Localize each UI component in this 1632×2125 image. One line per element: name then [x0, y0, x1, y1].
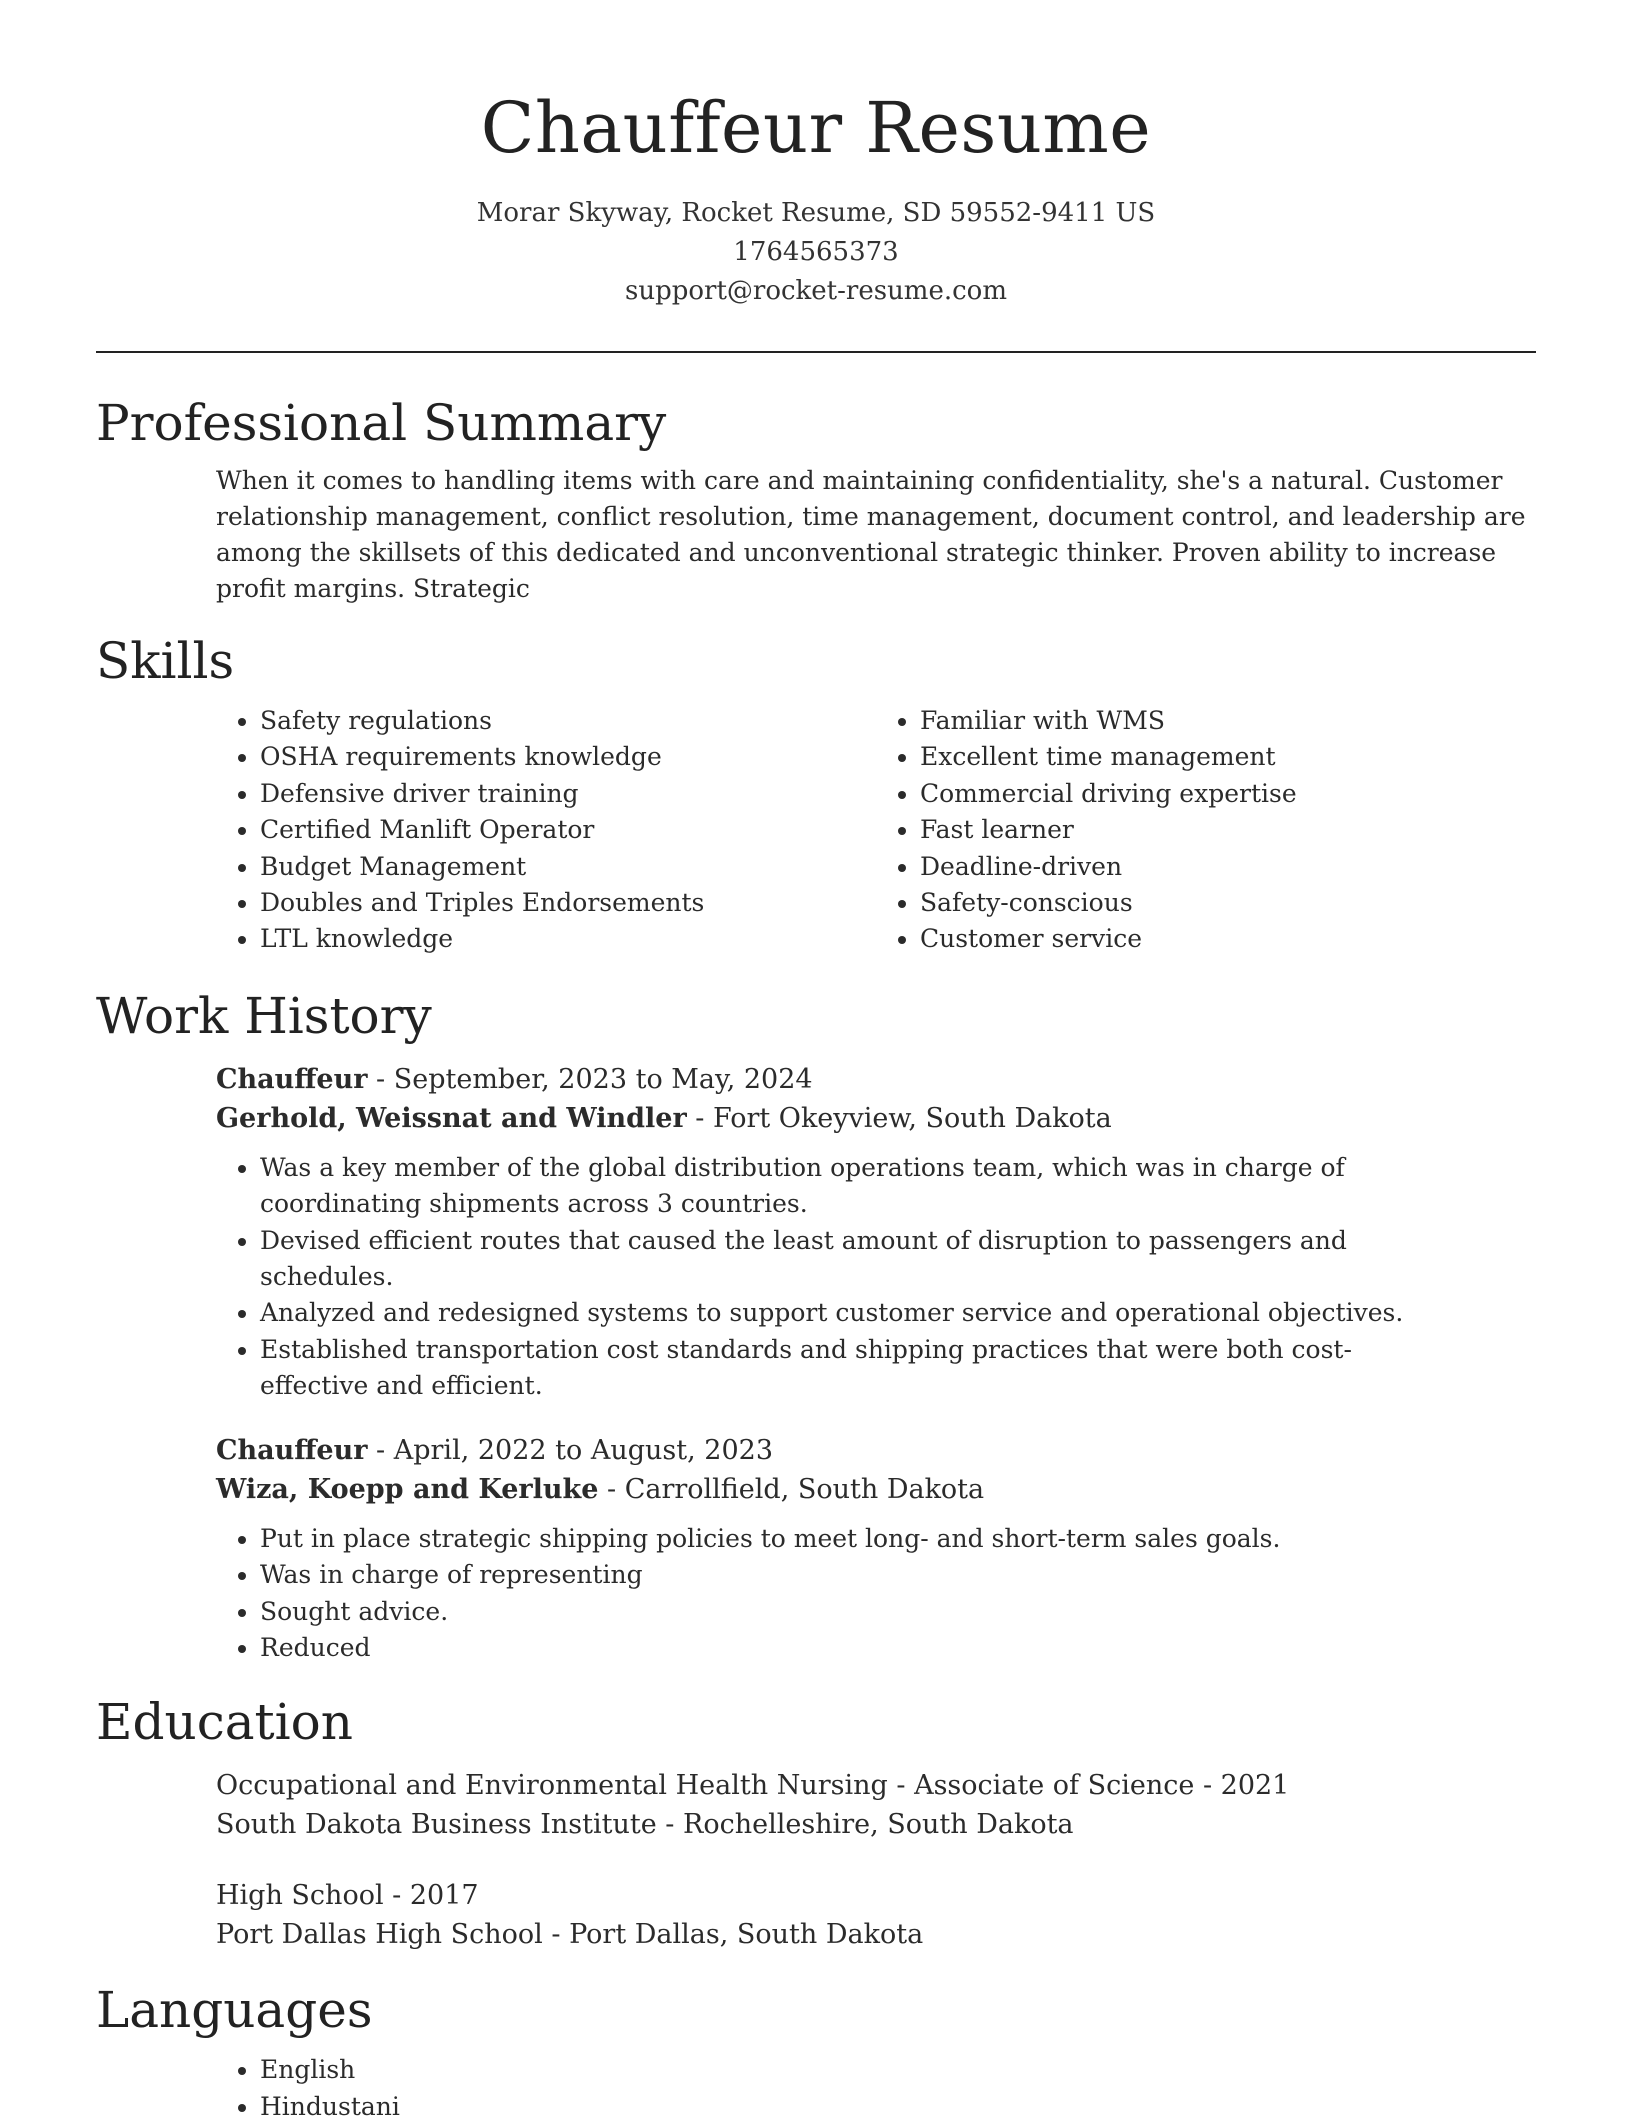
- skill-item: • Certified Manlift Operator: [260, 812, 876, 848]
- section-heading-languages: Languages: [96, 1981, 373, 2040]
- job-title-line: [216, 1431, 1536, 1470]
- address: Morar Skyway, Rocket Resume, SD 59552-9411 US: [476, 198, 1156, 228]
- skills-section: [96, 629, 1536, 958]
- job-bullet: • Established transportation cost standards and shipping practices that were both cost-effective and efficient.: [260, 1332, 1440, 1405]
- skill-item: • Doubles and Triples Endorsements: [260, 885, 876, 921]
- skill-item: • Customer service: [920, 921, 1536, 957]
- education-degree-line: [216, 1766, 1536, 1805]
- education-entry: [216, 1876, 1536, 1954]
- skills-list: [216, 703, 1536, 958]
- job-company: Wiza, Koepp and Kerluke: [216, 1473, 599, 1505]
- education-year: - 2021: [1194, 1770, 1290, 1802]
- job-location: - Fort Okeyview, South Dakota: [686, 1102, 1112, 1134]
- job-company: Gerhold, Weissnat and Windler: [216, 1102, 687, 1134]
- education-school: Port Dallas High School: [216, 1919, 543, 1951]
- skill-item: • Familiar with WMS: [920, 703, 1536, 739]
- skill-item: • Commercial driving expertise: [920, 776, 1536, 812]
- education-year: - 2017: [383, 1880, 479, 1912]
- job-bullet: • Sought advice.: [260, 1594, 1440, 1630]
- job-dates: - September, 2023 to May, 2024: [367, 1063, 813, 1095]
- skill-item: • LTL knowledge: [260, 921, 876, 957]
- section-heading-skills: Skills: [96, 632, 235, 690]
- skills-column-left: [216, 703, 876, 958]
- job-dates: - April, 2022 to August, 2023: [367, 1434, 773, 1466]
- job-bullet: • Put in place strategic shipping policies to meet long- and short-term sales goals.: [260, 1521, 1440, 1557]
- job-bullet: • Analyzed and redesigned systems to support customer service and operational objectives.: [260, 1295, 1440, 1331]
- language-item: • Hindustani: [260, 2089, 1536, 2125]
- education-school-line: [216, 1805, 1536, 1844]
- education-location: - Port Dallas, South Dakota: [542, 1919, 924, 1951]
- skill-item: • Safety regulations: [260, 703, 876, 739]
- job-company-line: [216, 1099, 1536, 1138]
- job-bullet: • Devised efficient routes that caused the least amount of disruption to passengers and schedules.: [260, 1223, 1440, 1296]
- skill-item: • Budget Management: [260, 849, 876, 885]
- section-heading-work-history: Work History: [96, 986, 432, 1045]
- skill-item: • OSHA requirements knowledge: [260, 739, 876, 775]
- education-school: South Dakota Business Institute: [216, 1809, 657, 1841]
- job-location: - Carrollfield, South Dakota: [598, 1473, 985, 1505]
- section-heading-summary: Professional Summary: [96, 394, 667, 452]
- skill-item: • Safety-conscious: [920, 885, 1536, 921]
- job-bullet: • Was in charge of representing: [260, 1557, 1440, 1593]
- languages-section: [96, 1978, 1536, 2125]
- skill-item: • Defensive driver training: [260, 776, 876, 812]
- education-section: [96, 1690, 1536, 1954]
- contact-info: [0, 194, 1632, 311]
- section-heading-education: Education: [96, 1693, 353, 1752]
- education-degree-line: [216, 1876, 1536, 1915]
- skill-item: • Excellent time management: [920, 739, 1536, 775]
- education-location: - Rochelleshire, South Dakota: [656, 1809, 1074, 1841]
- summary-section: [96, 391, 1536, 607]
- language-item: • English: [260, 2052, 1536, 2088]
- languages-list: [216, 2052, 1536, 2125]
- summary-text: When it comes to handling items with care and maintaining confidentiality, she's a natural. Customer relationship management, conflict resolution, time management, document control, and leadership are among the skillsets of this dedicated and unconventional strategic thinker. Proven ability to increase profit margins. Strategic: [216, 466, 1526, 603]
- resume-header: [0, 0, 1632, 311]
- job-entry: [216, 1060, 1536, 1405]
- skill-item: • Fast learner: [920, 812, 1536, 848]
- skills-column-right: [876, 703, 1536, 958]
- job-title: Chauffeur: [216, 1434, 368, 1466]
- job-title: Chauffeur: [216, 1063, 368, 1095]
- education-degree: High School: [216, 1880, 384, 1912]
- job-title-line: [216, 1060, 1536, 1099]
- job-bullets: [216, 1150, 1536, 1405]
- skill-item: • Deadline-driven: [920, 849, 1536, 885]
- phone: 1764565373: [733, 237, 899, 267]
- education-entry: [216, 1766, 1536, 1844]
- education-degree: Occupational and Environmental Health Nursing - Associate of Science: [216, 1770, 1195, 1802]
- resume-title: Chauffeur Resume: [480, 87, 1152, 169]
- job-bullets: [216, 1521, 1536, 1667]
- education-school-line: [216, 1915, 1536, 1954]
- job-company-line: [216, 1470, 1536, 1509]
- job-bullet: • Reduced: [260, 1630, 1440, 1666]
- job-entry: [216, 1431, 1536, 1667]
- email: support@rocket-resume.com: [624, 276, 1007, 306]
- header-divider: [96, 351, 1536, 353]
- job-bullet: • Was a key member of the global distribution operations team, which was in charge of coordinating shipments across 3 countries.: [260, 1150, 1440, 1223]
- work-history-section: [96, 984, 1536, 1666]
